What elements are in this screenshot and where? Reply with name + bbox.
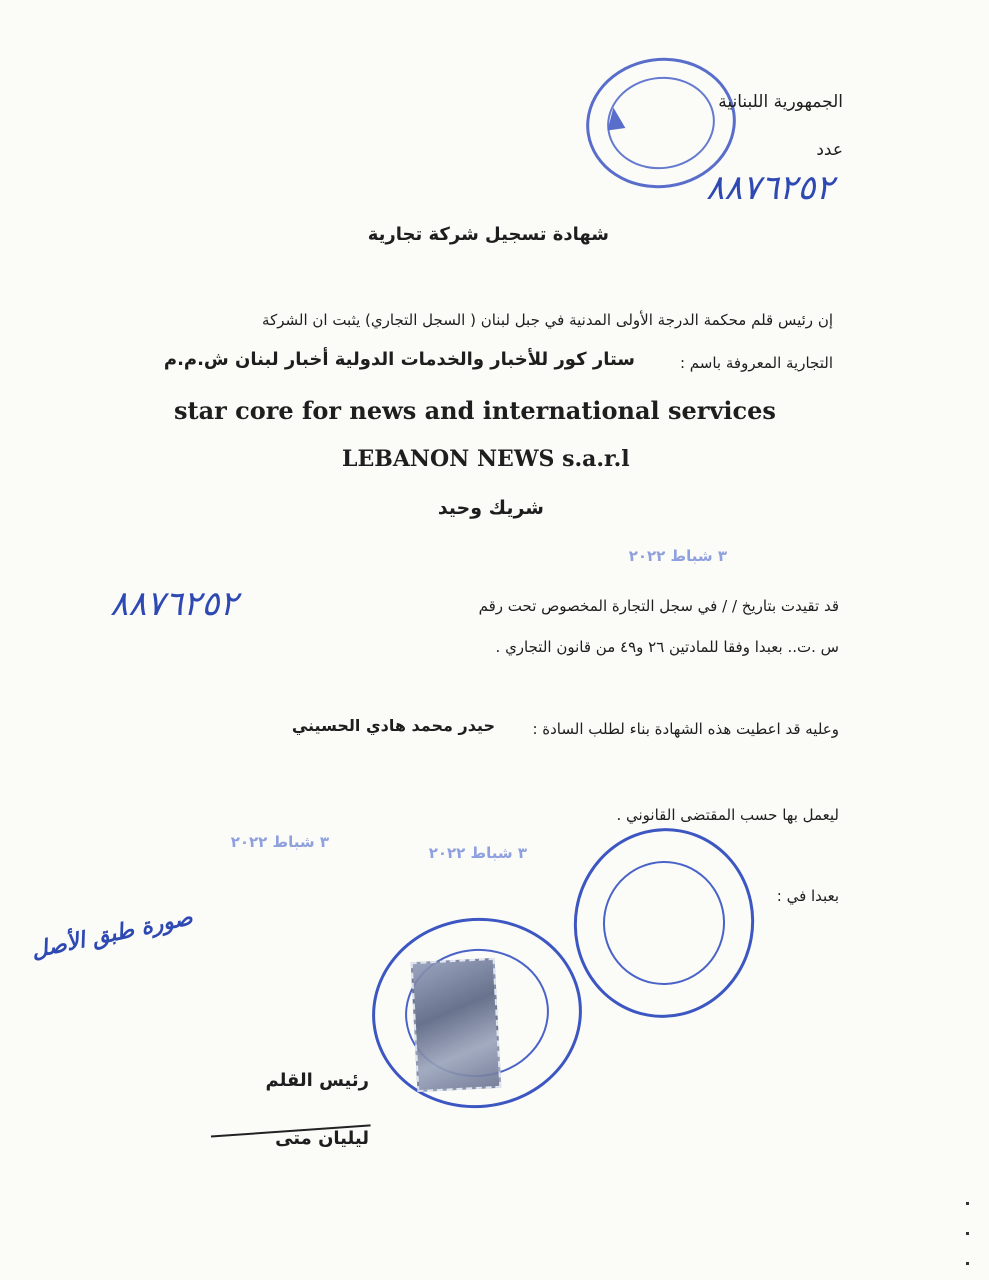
- intro-line: إن رئيس قلم محكمة الدرجة الأولى المدنية في جبل لبنان ( السجل التجاري) يثبت ان الشركة: [262, 311, 833, 329]
- known-as-label: التجارية المعروفة باسم :: [679, 354, 833, 372]
- document-title: شهادة تسجيل شركة تجارية: [367, 224, 609, 245]
- place-label: بعبدا في :: [776, 887, 839, 905]
- signature-title: رئيس القلم: [265, 1070, 369, 1091]
- handwritten-registration-number: ٨٨٧٦٢٥٢: [110, 584, 238, 624]
- date-stamp-footer-2: ٣ شباط ٢٠٢٢: [428, 844, 527, 862]
- legal-usage-line: ليعمل بها حسب المقتضى القانوني .: [616, 806, 839, 824]
- law-articles-line: س .ت.. بعبدا وفقا للمادتين ٢٦ و٤٩ من قانون التجاري .: [495, 638, 839, 656]
- margin-mark: [966, 1262, 969, 1265]
- court-seal-stamp-right: [559, 814, 769, 1032]
- true-copy-stamp: صورة طبق الأصل: [29, 905, 195, 964]
- registration-line: قد تقيدت بتاريخ / / في سجل التجارة المخصوص تحت رقم: [478, 597, 839, 615]
- sole-partner: شريك وحيد: [437, 497, 544, 519]
- company-name-arabic: ستار كور للأخبار والخدمات الدولية أخبار لبنان ش.م.م: [163, 349, 635, 370]
- requester-name: حيدر محمد هادي الحسيني: [291, 716, 495, 735]
- number-label: عدد: [816, 140, 843, 160]
- margin-mark: [966, 1202, 969, 1205]
- cedar-icon: [604, 106, 625, 130]
- margin-mark: [966, 1232, 969, 1235]
- signatory-name: ليليان متى: [275, 1128, 369, 1149]
- company-name-english-2: LEBANON NEWS s.a.r.l: [342, 446, 630, 472]
- handwritten-number: ٨٨٧٦٢٥٢: [706, 168, 834, 208]
- fiscal-revenue-stamp: [411, 958, 502, 1092]
- date-stamp-footer-1: ٣ شباط ٢٠٢٢: [230, 833, 329, 851]
- company-name-english-1: star core for news and international services: [174, 396, 776, 425]
- republic-heading: الجمهورية اللبنانية: [718, 92, 843, 112]
- date-stamp-body: ٣ شباط ٢٠٢٢: [628, 547, 727, 565]
- requester-label: وعليه قد اعطيت هذه الشهادة بناء لطلب السادة :: [532, 720, 839, 738]
